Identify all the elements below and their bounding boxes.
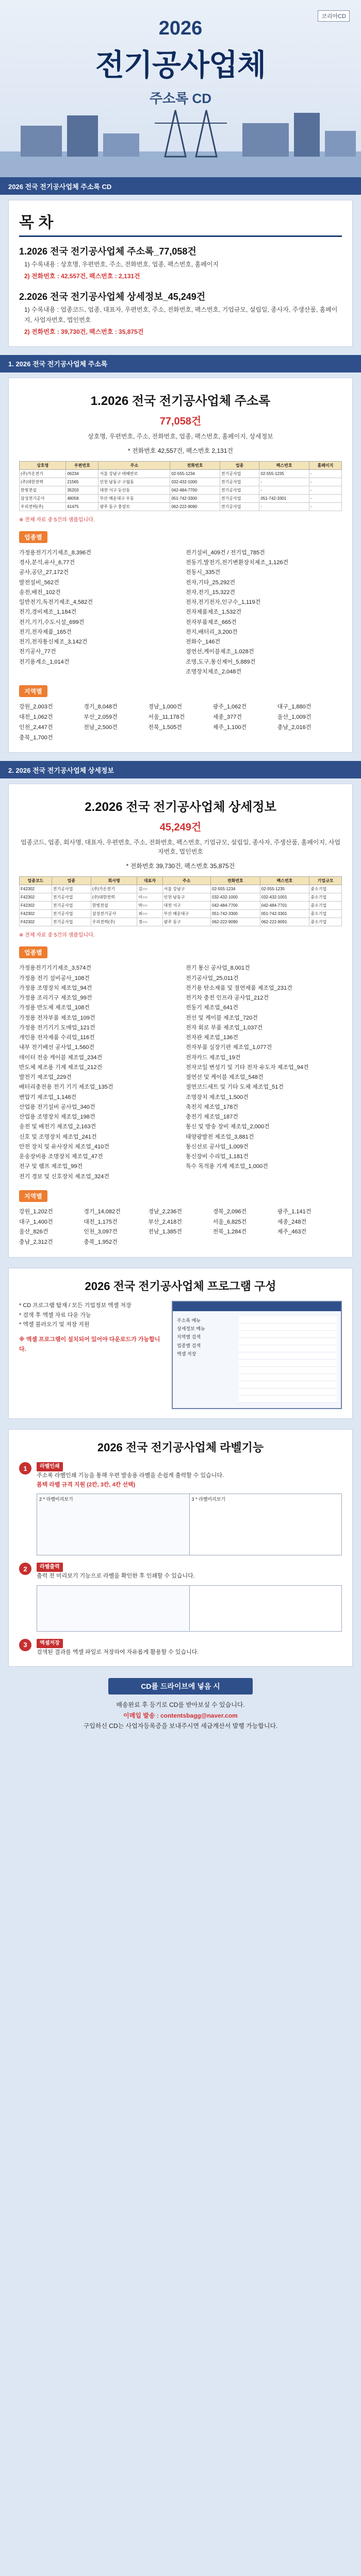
table-cell: 전기공사업 [220, 469, 259, 478]
program-titlebar [173, 1302, 341, 1311]
list-item: 전자관 제조업_136건 [186, 1035, 238, 1041]
cd-text-1: 배송완료 후 등기로 CD를 받아보실 수 있습니다. [116, 1701, 245, 1709]
table-cell: 21565 [66, 478, 99, 486]
section-2-card [8, 784, 353, 1258]
list-item: 가정용 전기기기 도매업_121건 [19, 1024, 95, 1031]
list-item: 경남_2,236건 [148, 1208, 182, 1215]
table-cell: 032-432-1000 [170, 478, 220, 486]
table-header: 업종 [52, 877, 91, 885]
list-item: 특수 목적용 기계 제조업_1,000건 [186, 1163, 268, 1170]
list-item: 절연코드세트 및 기타 도체 제조업_51건 [186, 1084, 284, 1091]
section-1-title: 1.2026 전국 전기공사업체 주소록 [90, 394, 271, 408]
list-item: 전자,기타_25,292건 [186, 579, 235, 586]
list-item: 업종별 검색 [177, 1343, 201, 1348]
sample-warning-2: ※ 전체 자료 중 5건의 샘플입니다. [19, 933, 95, 939]
list-item: 조명장치 제조업_1,500건 [186, 1094, 249, 1100]
list-item: 전동기 제조업_641건 [186, 1005, 238, 1011]
table-cell: F42302 [20, 885, 52, 893]
function-2-tag: 라벨출력 [37, 1563, 63, 1572]
function-2 [19, 1563, 342, 1632]
toc-card [8, 200, 353, 347]
table-cell: 06234 [66, 469, 99, 478]
list-item: 전기,전자통신제조_3,142건 [19, 639, 88, 646]
list-item: 변압기 제조업_1,148건 [19, 1094, 77, 1100]
table-row [20, 469, 342, 478]
sample-table-1 [19, 461, 342, 511]
list-item: 세종_377건 [212, 714, 242, 720]
table-cell: 중소기업 [309, 885, 342, 893]
list-item: 절연선,케이블제조_1,028건 [186, 649, 254, 655]
list-item: 가정용 조명장치 제조업_94건 [19, 985, 92, 991]
function-3-tag: 엑셀저장 [37, 1639, 63, 1648]
list-item: 운송장비용 조명장치 제조업_47건 [19, 1154, 103, 1160]
list-item: 가정용 조리기구 제조업_99건 [19, 995, 92, 1002]
list-item: 전화수_146건 [186, 639, 220, 646]
list-item: 인천_3,097건 [84, 1229, 118, 1235]
list-item: 전기,기기,수도시설_699건 [19, 619, 85, 625]
list-item: 제주_1,100건 [212, 724, 247, 731]
table-cell: 인천 남동구 [162, 893, 210, 902]
table-cell: 051-742-3300 [211, 910, 260, 918]
function-1-sub: 폼텍 라벨 규격 지원 (2칸, 3칸, 4칸 선택) [37, 1481, 136, 1488]
table-cell: 우리전력(주) [91, 918, 137, 926]
list-item: 전기공사_77건 [19, 649, 56, 655]
sample-table-2 [19, 876, 342, 926]
industry-list-2 [19, 963, 342, 1182]
table-cell: 전기공사업 [52, 910, 91, 918]
section-1-note: * 전화번호 42,557건, 팩스번호 2,131건 [128, 447, 233, 454]
cd-info [0, 1700, 361, 1731]
table-cell: 박○○ [137, 902, 162, 910]
list-item: 서울_11,178건 [148, 714, 185, 720]
list-item: 제주_463건 [277, 1229, 307, 1235]
list-item: 경북_2,096건 [212, 1208, 247, 1215]
step-2-icon: 2 [19, 1563, 31, 1575]
table-cell: 서울 강남구 [162, 885, 210, 893]
cd-band: CD를 드라이브에 넣음 시 [108, 1678, 253, 1694]
section-2-count: 45,249건 [159, 822, 202, 834]
step-3-icon: 3 [19, 1639, 31, 1651]
table-header: 우편번호 [66, 461, 99, 469]
list-item: 대구_1,400건 [19, 1218, 53, 1225]
table-cell: 중소기업 [309, 918, 342, 926]
program-line-3: * 엑셀 불러오기 및 저장 지원 [19, 1321, 90, 1328]
function-1-text: 주소록 라벨인쇄 기능을 통해 우편 발송용 라벨을 손쉽게 출력할 수 있습니다. [37, 1472, 224, 1479]
table-header: 상호명 [20, 461, 66, 469]
table-cell: - [259, 486, 309, 494]
program-screenshot [172, 1301, 342, 1409]
section-1-fields: 상호명, 우편번호, 주소, 전화번호, 업종, 팩스번호, 홈페이지, 상세정보 [88, 432, 273, 440]
list-item: 전자 회로 부품 제조업_1,037건 [186, 1024, 263, 1031]
list-item: 전자제품제조_1,532건 [186, 609, 242, 616]
print-preview-sample [190, 1586, 342, 1631]
hero-title: 전기공사업체 [95, 48, 266, 82]
table-cell: 051-742-3301 [259, 494, 309, 502]
list-item: 전자,전기_15,322건 [186, 589, 235, 596]
table-cell: 전기공사업 [220, 478, 259, 486]
table-cell: - [259, 478, 309, 486]
table-cell: 광주 동구 [162, 918, 210, 926]
table-cell: - [309, 478, 341, 486]
list-item: 서울_6,825건 [212, 1218, 247, 1225]
program-menu [177, 1316, 234, 1358]
list-item: 전지,배터리_3,200건 [186, 629, 238, 635]
table-header: 기업규모 [309, 877, 342, 885]
list-item: 안전 장치 및 유사장치 제조업_410건 [19, 1143, 109, 1150]
list-item: 충북_1,700건 [19, 734, 53, 741]
table-cell: 삼성전기공사 [20, 494, 66, 502]
table-row [20, 478, 342, 486]
list-item: 전선 및 케이블 제조업_720건 [186, 1014, 258, 1021]
list-item: 데이터 전송 케이블 제조업_234건 [19, 1054, 103, 1061]
table-cell: 전기공사업 [220, 486, 259, 494]
table-cell: 대전 서구 [162, 902, 210, 910]
table-cell: 062-222-9091 [260, 918, 309, 926]
list-item: 전자부품제조_665건 [186, 619, 237, 625]
table-cell: 우리전력(주) [20, 502, 66, 511]
function-1-tag: 라벨인쇄 [37, 1462, 63, 1471]
cd-text-2: 이메일 발송 : contentsbagg@naver.com [123, 1711, 238, 1719]
section-1-card [8, 378, 353, 753]
table-row [20, 502, 342, 511]
table-header: 대표자 [137, 877, 162, 885]
table-cell: 051-742-3301 [260, 910, 309, 918]
table-header: 전화번호 [170, 461, 220, 469]
list-item: 전구 및 램프 제조업_99건 [19, 1163, 83, 1170]
section-2-fields: 업종코드, 업종, 회사명, 대표자, 우편번호, 주소, 전화번호, 팩스번호, 기업규모, 설립일, 종사자, 주생산품, 홈페이지, 사업자번호, 법인번호 [21, 839, 340, 856]
function-1 [19, 1462, 342, 1555]
list-item: 축전지 제조업_178건 [186, 1104, 238, 1110]
table-row [20, 918, 342, 926]
table-cell: 02-555-1235 [260, 885, 309, 893]
print-preview-panel [37, 1586, 190, 1631]
list-item: 신호 및 조명장치 제조업_241건 [19, 1133, 97, 1140]
list-item: 개인용 전자제품 수리업_116건 [19, 1035, 95, 1041]
region-list-2 [19, 1207, 342, 1248]
list-item: 주소록 메뉴 [177, 1318, 201, 1324]
list-item: 내부 전기배선 공사업_1,560건 [19, 1044, 95, 1051]
list-item: 인천_2,447건 [19, 724, 53, 731]
table-cell: (주)가온전기 [20, 469, 66, 478]
table-cell: 042-484-7701 [260, 902, 309, 910]
table-cell: 051-742-3300 [170, 494, 220, 502]
section-1-count: 77,058건 [159, 415, 202, 427]
power-plant-illustration [0, 105, 361, 177]
list-item: 상세정보 메뉴 [177, 1326, 205, 1332]
table-cell: - [309, 502, 341, 511]
list-item: 가정용 전기 설비공사_108건 [19, 975, 90, 981]
table-cell: 최○○ [137, 910, 162, 918]
toc-heading: 목 차 [19, 210, 342, 237]
table-cell: 한빛전설 [20, 486, 66, 494]
list-item: 대전_1,175건 [84, 1218, 118, 1225]
table-header: 주소 [162, 877, 210, 885]
table-header: 팩스번호 [260, 877, 309, 885]
list-item: 발전설비_562건 [19, 579, 59, 586]
table-header: 팩스번호 [259, 461, 309, 469]
list-item: 세종_248건 [277, 1218, 307, 1225]
list-item: 전자코일 변성기 및 기타 전자 유도자 제조업_94건 [186, 1064, 309, 1071]
toc-item-1-counts: 2) 전화번호 : 42,557건, 팩스번호 : 2,131건 [24, 273, 140, 280]
sample-warning-1: ※ 전체 자료 중 5건의 샘플입니다. [19, 517, 95, 523]
list-item: 전동시_335건 [186, 569, 220, 576]
table-cell: 서울 강남구 테헤란로 [99, 469, 170, 478]
list-item: 전자,전기전자,인구수_1,119건 [186, 599, 261, 606]
table-header: 업종 [220, 461, 259, 469]
list-item: 전기,경비제조_1,184건 [19, 609, 77, 616]
list-item: 가정용전기기기제조_8,396건 [19, 549, 91, 556]
function-3 [19, 1639, 342, 1657]
list-item: 발전기 제조업_229건 [19, 1074, 72, 1081]
table-cell: 02-555-1234 [211, 885, 260, 893]
table-row [20, 486, 342, 494]
table-row [20, 902, 342, 910]
list-item: 통신 및 방송 장비 제조업_2,000건 [186, 1124, 270, 1130]
program-title: 2026 전국 전기공사업체 프로그램 구성 [85, 1280, 276, 1293]
table-cell: 중소기업 [309, 893, 342, 902]
table-cell: F42302 [20, 893, 52, 902]
hero-banner [0, 0, 361, 177]
list-item: 대전_1,062건 [19, 714, 53, 720]
program-notice: ※ 엑셀 프로그램이 설치되어 있어야 다운로드가 가능합니다. [19, 1336, 160, 1352]
function-2-text: 출력 전 미리보기 기능으로 라벨을 확인한 후 인쇄할 수 있습니다. [37, 1573, 195, 1580]
table-cell: 전기공사업 [52, 885, 91, 893]
table-header: 주소 [99, 461, 170, 469]
toc-item-2-counts: 2) 전화번호 : 39,730건, 팩스번호 : 35,875건 [24, 328, 144, 335]
list-item: 광주_1,062건 [212, 704, 247, 710]
list-item: 충남_2,016건 [277, 724, 311, 731]
label-function-title: 2026 전국 전기공사업체 라벨기능 [97, 1441, 264, 1454]
function-3-text: 검색된 결과를 엑셀 파일로 저장하여 자유롭게 활용할 수 있습니다. [37, 1649, 199, 1655]
section-2-note: * 전화번호 39,730건, 팩스번호 35,875건 [126, 862, 235, 870]
table-cell: 61475 [66, 502, 99, 511]
industry-pill-1: 업종별 [19, 531, 47, 543]
table-cell: F42302 [20, 918, 52, 926]
table-cell: - [309, 469, 341, 478]
hero-subtitle: 주소록 CD [149, 91, 212, 106]
label-function-card [8, 1429, 353, 1667]
section-band-toc: 2026 전국 전기공사업체 주소록 CD [0, 177, 361, 195]
toc-item-2-fields: 1) 수록내용 : 업종코드, 업종, 대표자, 우편번호, 주소, 전화번호, 팩스번호, 기업규모, 설립일, 종사자, 주생산품, 홈페이지, 사업자번호, 법인번호 [24, 306, 338, 324]
list-item: 전자카드 제조업_19건 [186, 1054, 241, 1061]
cd-text-3: 구입하신 CD는 사업자등록증을 보내주시면 세금계산서 발행 가능합니다. [83, 1722, 278, 1730]
list-item: 배터리충전용 전기 기기 제조업_135건 [19, 1084, 113, 1091]
list-item: 울산_1,009건 [277, 714, 311, 720]
table-row [20, 893, 342, 902]
table-cell: 한빛전설 [91, 902, 137, 910]
list-item: 전북_1,284건 [212, 1229, 247, 1235]
hero-year: 2026 [158, 18, 203, 39]
table-cell: 02-555-1235 [259, 469, 309, 478]
list-item: 충전기 제조업_187건 [186, 1114, 238, 1121]
list-item: 전북_1,505건 [148, 724, 182, 731]
table-cell: 부산 해운대구 [162, 910, 210, 918]
table-cell: 이○○ [137, 893, 162, 902]
table-cell: 부산 해운대구 우동 [99, 494, 170, 502]
list-item: 엑셀 저장 [177, 1351, 196, 1357]
list-item: 충남_2,312건 [19, 1239, 53, 1246]
list-item: 경기_14,082건 [84, 1208, 121, 1215]
list-item: 전기차 충전 인프라 공사업_212건 [186, 995, 269, 1002]
list-item: 경기_8,048건 [84, 704, 118, 710]
table-cell: 062-222-9090 [211, 918, 260, 926]
table-cell: 정○○ [137, 918, 162, 926]
list-item: 전기 경보 및 신호장치 제조업_324건 [19, 1173, 109, 1180]
list-item: 충북_1,952건 [84, 1239, 118, 1246]
list-item: 경남_1,000건 [148, 704, 182, 710]
table-cell: 전기공사업 [52, 902, 91, 910]
section-2-title: 2.2026 전국 전기공사업체 상세정보 [85, 800, 276, 815]
table-cell: - [259, 502, 309, 511]
industry-pill-2: 업종별 [19, 946, 47, 958]
list-item: 조명,도구,통신제어_5,889건 [186, 658, 256, 665]
table-cell: 042-484-7700 [211, 902, 260, 910]
list-item: 절연선 및 케이블 제조업_548건 [186, 1074, 264, 1081]
list-item: 강원_2,003건 [19, 704, 53, 710]
list-item: 전동기,발전기,전기변환장치제조_1,126건 [186, 560, 289, 566]
table-row [20, 885, 342, 893]
table-cell: - [309, 486, 341, 494]
table-row [20, 494, 342, 502]
table-cell: 삼성전기공사 [91, 910, 137, 918]
list-item: 부산_2,418건 [148, 1218, 182, 1225]
list-item: 통신장비 수리업_1,181건 [186, 1154, 249, 1160]
table-cell: 인천 남동구 구월동 [99, 478, 170, 486]
list-item: 가정용 반도체 제조업_108건 [19, 1005, 90, 1011]
table-cell: 032-432-1000 [211, 893, 260, 902]
industry-list-1 [19, 548, 342, 677]
list-item: 가정용전기기기제조_3,574건 [19, 965, 91, 972]
list-item: 전기용 탄소제품 및 절연제품 제조업_231건 [186, 985, 292, 991]
corp-tag: 코리아CD [318, 10, 350, 22]
table-cell: (주)대한전력 [91, 893, 137, 902]
list-item: 공사,공단_27,172건 [19, 569, 69, 576]
list-item: 반도체 제조용 기계 제조업_212건 [19, 1064, 103, 1071]
list-item: 송전,배전_102건 [19, 589, 61, 596]
section-band-2: 2. 2026 전국 전기공사업체 상세정보 [0, 761, 361, 778]
table-cell: (주)가온전기 [91, 885, 137, 893]
region-list-1 [19, 702, 342, 743]
print-preview-window [37, 1585, 342, 1632]
section-band-1: 1. 2026 전국 전기공사업체 주소록 [0, 355, 361, 372]
table-cell: 042-484-7700 [170, 486, 220, 494]
table-cell: 전기공사업 [220, 502, 259, 511]
list-item: 가정용 전자부품 제조업_109건 [19, 1014, 95, 1021]
list-item: 전남_1,385건 [148, 1229, 182, 1235]
table-cell: 062-222-9090 [170, 502, 220, 511]
table-header: 회사명 [91, 877, 137, 885]
list-item: 대구_1,880건 [277, 704, 311, 710]
program-grid [239, 1316, 337, 1403]
step-1-icon: 1 [19, 1462, 31, 1475]
table-cell: F42302 [20, 902, 52, 910]
table-cell: 02-555-1234 [170, 469, 220, 478]
list-item: 조명장치제조_2,048건 [186, 668, 242, 675]
list-item: 강원_1,202건 [19, 1208, 53, 1215]
toc-item-1: 1.2026 전국 전기공사업체 주소록_77,058건 [19, 246, 196, 257]
list-item: 광주_1,141건 [277, 1208, 311, 1215]
label-preview-right: 3 * 라벨미리보기 [191, 1497, 226, 1502]
program-line-1: * CD 프로그램 탑재 / 모든 기업정보 엑셀 저장 [19, 1302, 132, 1309]
table-cell: 김○○ [137, 885, 162, 893]
table-cell: 전기공사업 [220, 494, 259, 502]
list-item: 경사,분석,유사_6,77건 [19, 560, 75, 566]
list-item: 전기용계소_1,014건 [19, 658, 70, 665]
table-header: 전화번호 [211, 877, 260, 885]
list-item: 산업용 전기설비 공사업_340건 [19, 1104, 95, 1110]
list-item: 전기,전자제품_165건 [19, 629, 72, 635]
table-row [20, 910, 342, 918]
table-header: 업종코드 [20, 877, 52, 885]
program-card [8, 1268, 353, 1419]
list-item: 전기설비_409건 / 전기업_785건 [186, 549, 265, 556]
region-pill-1: 지역별 [19, 685, 47, 697]
table-cell: 032-432-1001 [260, 893, 309, 902]
table-cell: 광주 동구 충장로 [99, 502, 170, 511]
list-item: 산업용 조명장치 제조업_198건 [19, 1114, 95, 1121]
table-cell: 48058 [66, 494, 99, 502]
list-item: 일반전기,독전기제조_4,582건 [19, 599, 93, 606]
table-cell: 전기공사업 [52, 918, 91, 926]
table-cell: 대전 서구 둔산동 [99, 486, 170, 494]
list-item: 울산_826건 [19, 1229, 48, 1235]
table-cell: 35203 [66, 486, 99, 494]
table-cell: 전기공사업 [52, 893, 91, 902]
table-cell: (주)대한전력 [20, 478, 66, 486]
program-line-2: * 검색 후 엑셀 자료 다운 가능 [19, 1312, 91, 1318]
list-item: 전남_2,500건 [84, 724, 118, 731]
list-item: 전기 통신 공사업_8,001건 [186, 965, 250, 972]
table-cell: 중소기업 [309, 902, 342, 910]
list-item: 전자부품 실장기판 제조업_1,077건 [186, 1044, 272, 1051]
list-item: 지역별 검색 [177, 1334, 201, 1340]
table-header: 홈페이지 [309, 461, 341, 469]
table-cell: F42302 [20, 910, 52, 918]
table-cell: - [309, 494, 341, 502]
toc-item-1-fields: 1) 수록내용 : 상호명, 우편번호, 주소, 전화번호, 업종, 팩스번호, 홈페이지 [24, 261, 219, 268]
label-preview-left: 2 * 라벨미리보기 [37, 1494, 190, 1555]
list-item: 부산_2,059건 [84, 714, 118, 720]
table-cell: 중소기업 [309, 910, 342, 918]
toc-item-2: 2.2026 전국 전기공사업체 상세정보_45,249건 [19, 292, 206, 302]
list-item: 전기공사업_25,011건 [186, 975, 239, 981]
list-item: 태양광발전 제조업_3,881건 [186, 1133, 254, 1140]
region-pill-2: 지역별 [19, 1190, 47, 1202]
label-preview-window [37, 1494, 342, 1555]
list-item: 송전 및 배전기 제조업_2,163건 [19, 1124, 96, 1130]
list-item: 통신선로 공사업_1,009건 [186, 1143, 249, 1150]
